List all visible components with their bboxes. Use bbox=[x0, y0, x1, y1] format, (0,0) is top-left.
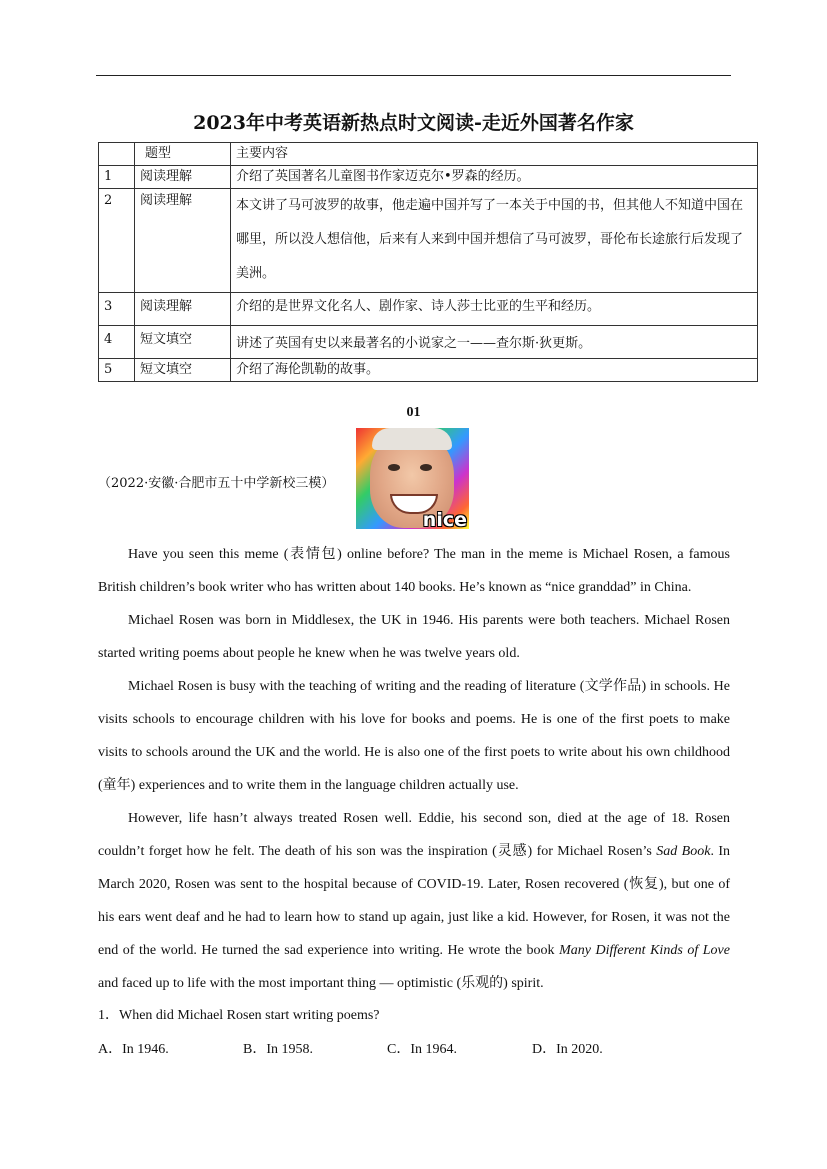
question-type: 阅读理解 bbox=[135, 293, 231, 326]
table-header-row bbox=[99, 143, 758, 166]
option-a[interactable]: A．In 1946. bbox=[98, 1042, 169, 1057]
row-number: 2 bbox=[99, 189, 135, 293]
row-content: 介绍了海伦凯勒的故事。 bbox=[231, 359, 758, 382]
reading-passage bbox=[98, 538, 730, 1000]
table-row bbox=[99, 359, 758, 382]
option-c[interactable]: C．In 1964. bbox=[387, 1042, 457, 1057]
passage-number: 01 bbox=[406, 405, 421, 420]
meme-caption: nice bbox=[422, 509, 467, 529]
question-type: 短文填空 bbox=[135, 359, 231, 382]
table-row bbox=[99, 293, 758, 326]
option-b[interactable]: B．In 1958. bbox=[243, 1042, 313, 1057]
option-d[interactable]: D．In 2020. bbox=[532, 1042, 603, 1057]
header-rule bbox=[96, 75, 731, 76]
paragraph-text: and faced up to life with the most important thing — optimistic (乐观的) spirit. bbox=[98, 976, 544, 991]
book-title: Sad Book bbox=[656, 844, 711, 859]
table-row bbox=[99, 166, 758, 189]
question-type: 阅读理解 bbox=[135, 166, 231, 189]
paragraph: Michael Rosen was born in Middlesex, the UK in 1946. His parents were both teachers. Michael Rosen started writing poems about people he knew when he was twelve years old. bbox=[98, 613, 730, 661]
paragraph-text: . In March 2020, Rosen was sent to the hospital because of COVID-19. Later, Rosen recovered (恢复), but one of his ears went deaf and he had to learn how to stand up again, just like a kid. However, for Rosen, it was not the end of the world. He turned the sad experience into writing. He wrote the book bbox=[98, 844, 731, 958]
meme-image bbox=[356, 428, 469, 529]
row-content: 介绍了英国著名儿童图书作家迈克尔•罗森的经历。 bbox=[231, 166, 758, 189]
paragraph-text: However, life hasn’t always treated Rosen well. Eddie, his second son, died at the age of 18. Rosen couldn’t forget how he felt. The death of his son was the inspiration (灵感) for Michael Rosen’s bbox=[98, 811, 730, 859]
left-eye bbox=[388, 464, 400, 471]
question-stem: 1．When did Michael Rosen start writing poems? bbox=[98, 1008, 380, 1023]
row-content: 讲述了英国有史以来最著名的小说家之一——查尔斯·狄更斯。 bbox=[231, 326, 758, 359]
question-type: 短文填空 bbox=[135, 326, 231, 359]
row-number: 1 bbox=[99, 166, 135, 189]
paragraph: Have you seen this meme (表情包) online before? The man in the meme is Michael Rosen, a famous British children’s book writer who has written about 140 books. He’s known as “nice granddad” in China. bbox=[98, 547, 730, 595]
book-title: Many Different Kinds of Love bbox=[559, 943, 730, 958]
table-header-cell: 主要内容 bbox=[231, 143, 758, 166]
hair-shape bbox=[372, 428, 452, 450]
question-type: 阅读理解 bbox=[135, 189, 231, 293]
row-content: 本文讲了马可波罗的故事，他走遍中国并写了一本关于中国的书，但其他人不知道中国在哪里，所以没人想信他，后来有人来到中国并想信了马可波罗，哥伦布长途旅行后发现了美洲。 bbox=[231, 189, 758, 293]
table-header-cell: 题型 bbox=[135, 143, 231, 166]
table-row bbox=[99, 189, 758, 293]
table-row bbox=[99, 326, 758, 359]
paragraph bbox=[98, 802, 730, 1000]
summary-table bbox=[98, 142, 758, 382]
paragraph: Michael Rosen is busy with the teaching of writing and the reading of literature (文学作品) in schools. He visits schools to encourage children with his love for books and poems. He is one of the first poets to make visits to schools around the UK and the world. He is also one of the first poets to write about his own childhood (童年) experiences and to write them in the language children actually use. bbox=[98, 679, 730, 793]
exam-source: （2022·安徽·合肥市五十中学新校三模） bbox=[98, 476, 335, 491]
table-header-cell bbox=[99, 143, 135, 166]
row-number: 5 bbox=[99, 359, 135, 382]
row-number: 4 bbox=[99, 326, 135, 359]
row-content: 介绍的是世界文化名人、剧作家、诗人莎士比亚的生平和经历。 bbox=[231, 293, 758, 326]
row-number: 3 bbox=[99, 293, 135, 326]
page-title: 2023年中考英语新热点时文阅读-走近外国著名作家 bbox=[193, 112, 634, 134]
right-eye bbox=[420, 464, 432, 471]
